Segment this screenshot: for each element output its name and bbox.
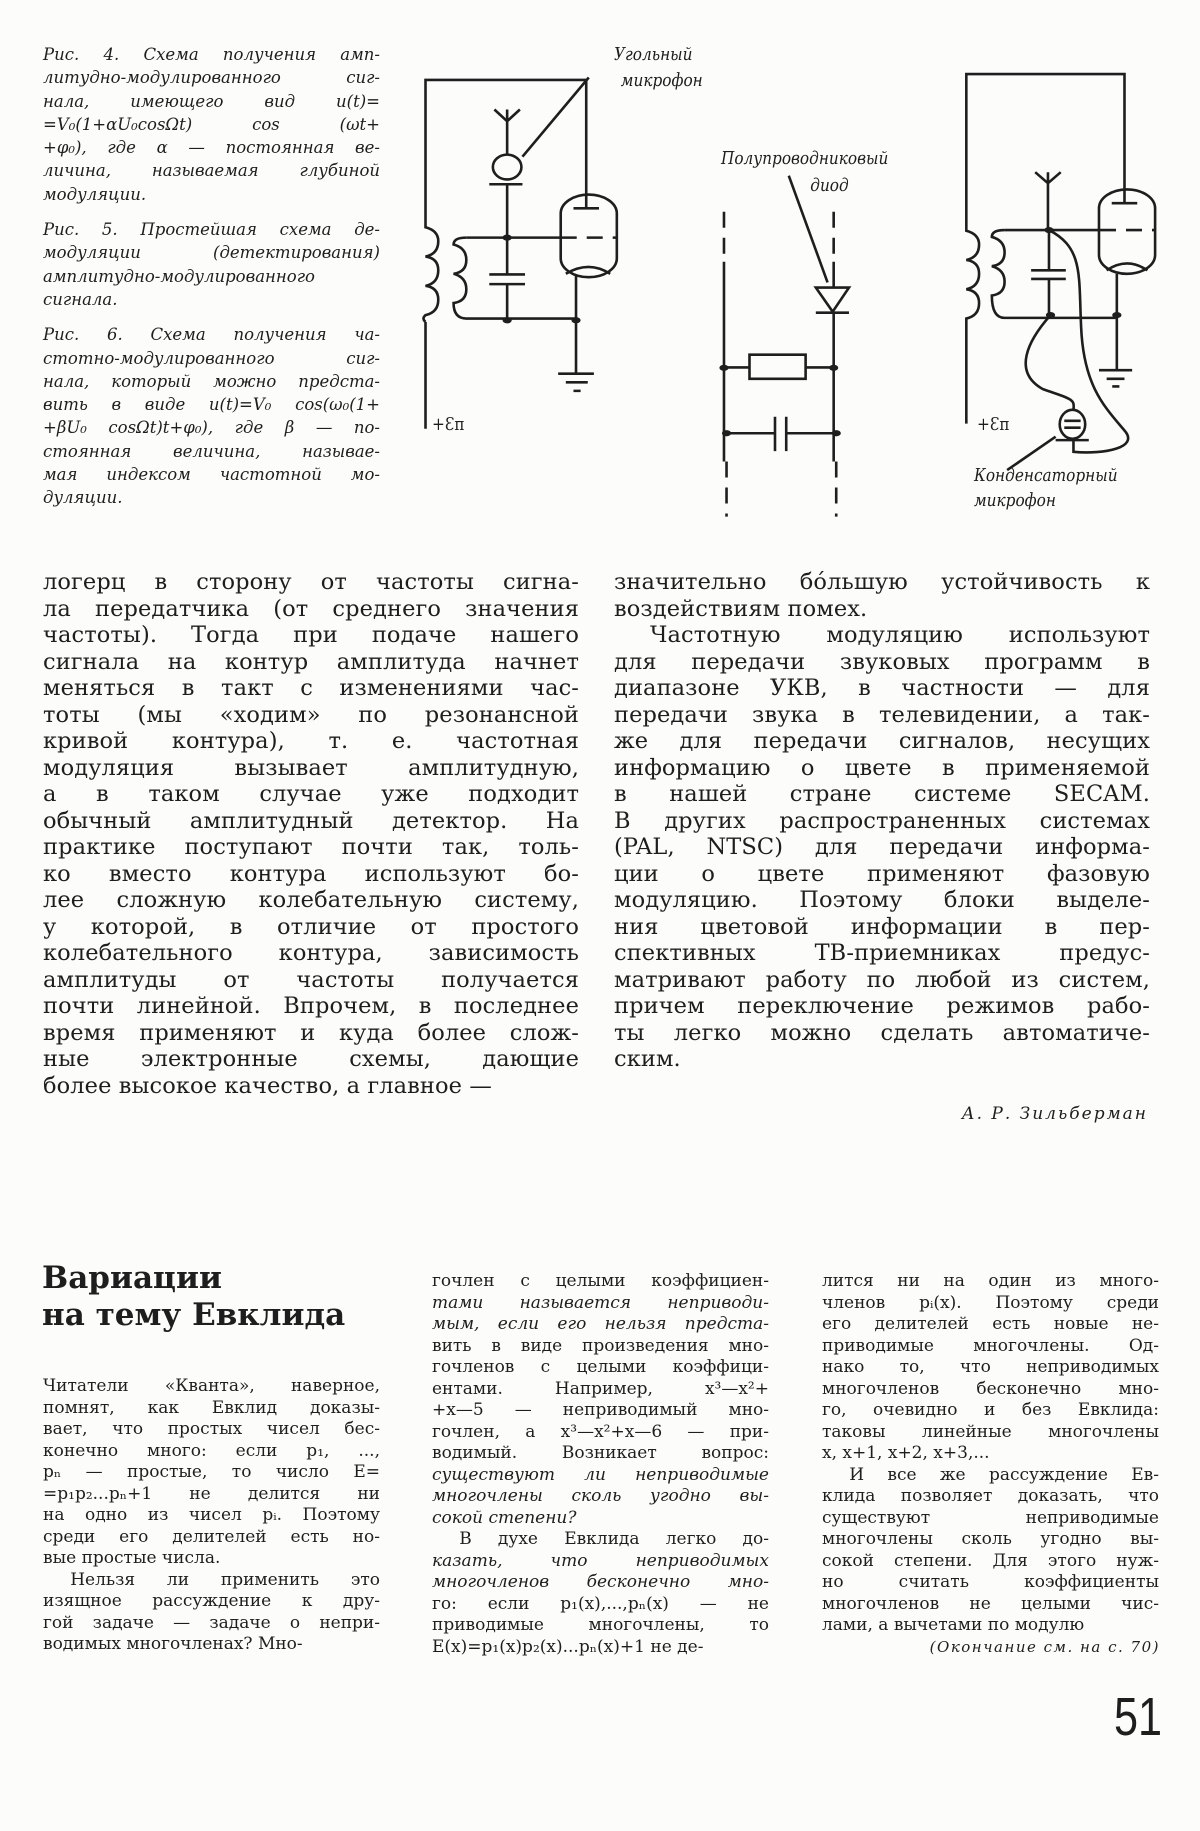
text-line: ла передатчика (от среднего значения [43,595,579,622]
text-line: значительно бóльшую устойчивость к [614,569,1150,595]
text-line: ко вместо контура используют бо- [43,860,579,887]
text-line: модуляции (детектирования) [43,243,380,263]
text-line: гочлен, а x³—x²+x—6 — при- [432,1421,769,1442]
text-line: амплитуды от частоты получается [43,966,579,993]
text-line: многочленов бесконечно мно- [432,1572,769,1592]
text-line: существуют ли неприводимые [432,1464,769,1485]
text-line: В других распространенных системах [614,807,1150,834]
text-line: логерц в сторону от частоты сигна- [43,569,579,595]
text-line: сигнала. [43,289,118,309]
text-line: мым, если его нельзя предста- [432,1314,769,1334]
text-line: в нашей стране системе SECAM. [614,781,1150,807]
text-line: ные электронные схемы, дающие [43,1046,579,1072]
text-line: вить в виде u(t)=V₀ cos(ω₀(1+ [43,395,380,415]
article2-column-3 [822,1271,1159,1637]
page-number: 51 [1113,1687,1162,1747]
article1-author: А. Р. Зильберман [961,1104,1148,1124]
text-line: литудно-модулированного сиг- [43,68,380,88]
text-line: клида позволяет доказать, что [822,1486,1159,1506]
text-line: го, очевидно и без Евклида: [822,1400,1159,1420]
text-line: таковы линейные многочлены [822,1421,1159,1442]
text-line: время применяют и куда более слож- [43,1019,579,1046]
text-line: казать, что неприводимых [432,1550,769,1571]
text-line: pₙ — простые, то число E= [43,1462,380,1482]
text-line: информацию о цвете в применяемой [614,754,1150,781]
text-line: гочлен с целыми коэффициен- [432,1271,769,1291]
text-line: сокой степени. Для этого нуж- [822,1550,1159,1571]
text-line: ния цветовой информации в пер- [614,913,1150,940]
label-line: микрофон [974,490,1056,511]
text-line: нако то, что неприводимых [822,1357,1159,1377]
text-line: =p₁p₂...pₙ+1 не делится ни [43,1483,380,1504]
text-line: причем переключение режимов рабо- [614,993,1150,1019]
text-line: помнят, как Евклид доказы- [43,1397,380,1418]
article2-title [42,1260,345,1334]
text-line: вые простые числа. [43,1548,221,1568]
text-line: конечно много: если p₁, ..., [43,1440,380,1461]
text-line: колебательного контура, зависимость [43,940,579,966]
text-line: личина, называемая глубиной [43,161,380,181]
label-line: Полупроводниковый [721,148,889,169]
text-line: членов pᵢ(x). Поэтому среди [822,1292,1159,1313]
text-line: же для передачи сигналов, несущих [614,728,1150,754]
caption-fig4 [43,43,380,206]
fig4-am-transmitter-schematic [423,77,616,428]
text-line: амплитудно-модулированного [43,266,315,286]
text-line: практике поступают почти так, толь- [43,834,579,860]
text-line: лее сложную колебательную систему, [43,887,579,913]
text-line: кривой контура), т. е. частотная [43,728,579,754]
fig6-supply-label: +Ɛп [977,414,1010,435]
text-line: дуляции. [43,488,123,508]
text-line: сокой степени? [432,1507,577,1528]
text-line: диапазоне УКВ, в частности — для [614,675,1150,701]
text-line: а в таком случае уже подходит [43,781,579,807]
text-line: более высокое качество, а главное — [43,1072,492,1099]
text-line: И все же рассуждение Ев- [849,1464,1159,1485]
text-line: модуляцию. Поэтому блоки выделе- [614,887,1150,913]
fig6-label-condenser-mic [974,467,1118,510]
text-line: для передачи звуковых программ в [614,648,1150,675]
text-line: изящное рассуждение к дру- [43,1591,380,1611]
text-line: среди его делителей есть но- [43,1526,380,1547]
text-line: стотно-модулированного сиг- [43,348,380,368]
text-line: В духе Евклида легко до- [459,1529,769,1549]
text-line: гочленов с целыми коэффици- [432,1357,769,1377]
text-line: ты легко можно сделать автоматиче- [614,1019,1150,1046]
text-line: тоты (мы «ходим» по резонансной [43,701,579,728]
text-line: сигнала на контур амплитуда начнет [43,648,579,675]
text-line: нала, имеющего вид u(t)= [43,91,380,111]
article2-column-1 [43,1376,380,1656]
text-line: многочленов не целыми чис- [822,1593,1159,1614]
text-line: спективных ТВ-приемниках предус- [614,940,1150,966]
text-line: Рис. 6. Схема получения ча- [43,325,380,345]
fig6-fm-transmitter-schematic [966,74,1155,470]
text-line: многочлены сколь угодно вы- [822,1529,1159,1549]
text-line: x, x+1, x+2, x+3,... [822,1443,990,1463]
text-line: частоты). Тогда при подаче нашего [43,622,579,648]
text-line: модуляции. [43,184,147,204]
label-line: микрофон [620,70,703,91]
article1-left-column [43,569,579,1099]
text-line: у которой, в отличие от простого [43,913,579,940]
text-line: вить в виде произведения мно- [432,1335,769,1356]
text-line: передачи звука в телевидении, а так- [614,701,1150,728]
text-line: обычный амплитудный детектор. На [43,807,579,834]
label-line: Конденсаторный [974,465,1118,486]
title-line: на тему Евклида [42,1297,346,1333]
text-line: приводимые многочлены, то [432,1615,769,1635]
circuit-diagrams [400,0,1200,540]
fig4-label-carbon-mic [614,46,703,90]
text-line: Частотную модуляцию используют [650,622,1150,648]
text-line: но считать коэффициенты [822,1572,1159,1592]
caption-fig5 [43,218,380,311]
text-line: го: если p₁(x),...,pₙ(x) — не [432,1593,769,1614]
text-line: существуют неприводимые [822,1507,1159,1528]
text-line: почти линейной. Впрочем, в последнее [43,993,579,1019]
article2-column-2 [432,1271,769,1658]
text-line: многочлены сколь угодно вы- [432,1486,769,1506]
text-line: водимых многочленах? Мно- [43,1634,303,1654]
text-line: Читатели «Кванта», наверное, [43,1376,380,1396]
text-line: нала, который можно предста- [43,371,380,391]
text-line: E(x)=p₁(x)p₂(x)...pₙ(x)+1 не де- [432,1636,704,1657]
text-line: лами, а вычетами по модулю [822,1615,1085,1635]
text-line: водимый. Возникает вопрос: [432,1443,769,1463]
text-line: +βU₀ cosΩt)t+φ₀), где β — по- [43,418,380,438]
title-line: Вариации [42,1260,222,1296]
text-line: +x—5 — неприводимый мно- [432,1400,769,1420]
text-line: ским. [614,1046,681,1072]
fig5-detector-schematic [719,176,849,517]
text-line: (PAL, NTSC) для передачи информа- [614,834,1150,860]
continuation-note: (Окончание см. на с. 70) [929,1638,1160,1656]
text-line: вает, что простых чисел бес- [43,1419,380,1439]
label-line: Угольный [614,44,693,65]
text-line: +φ₀), где α — постоянная ве- [43,138,380,158]
fig5-label-diode [721,150,888,195]
article1-right-column [614,569,1150,1073]
text-line: модуляция вызывает амплитудную, [43,754,579,781]
text-line: Нельзя ли применить это [70,1569,380,1590]
text-line: приводимые многочлены. Од- [822,1335,1159,1356]
label-line: диод [810,175,849,196]
text-line: Рис. 5. Простейшая схема де- [43,220,380,240]
text-line: =V₀(1+αU₀cosΩt) cos (ωt+ [43,114,380,134]
text-line: гой задаче — задаче о непри- [43,1612,380,1633]
text-line: воздействиям помех. [614,595,868,622]
text-line: Рис. 4. Схема получения амп- [43,45,380,64]
text-line: мая индексом частотной мо- [43,465,380,485]
text-line: лится ни на один из много- [822,1271,1159,1291]
text-line: меняться в такт с изменениями час- [43,675,579,701]
text-line: ции о цвете применяют фазовую [614,860,1150,887]
text-line: матривают работу по любой из систем, [614,966,1150,993]
text-line: на одно из чисел pᵢ. Поэтому [43,1505,380,1525]
fig4-label-leader [522,77,588,156]
figure-captions [43,43,380,522]
text-line: стоянная величина, называе- [43,441,380,461]
caption-fig6 [43,323,380,509]
text-line: ентами. Например, x³—x²+ [432,1378,769,1399]
text-line: его делителей есть новые не- [822,1314,1159,1334]
fig4-supply-label: +Ɛп [432,414,465,435]
text-line: тами называется неприводи- [432,1292,769,1313]
text-line: многочленов бесконечно мно- [822,1378,1159,1399]
